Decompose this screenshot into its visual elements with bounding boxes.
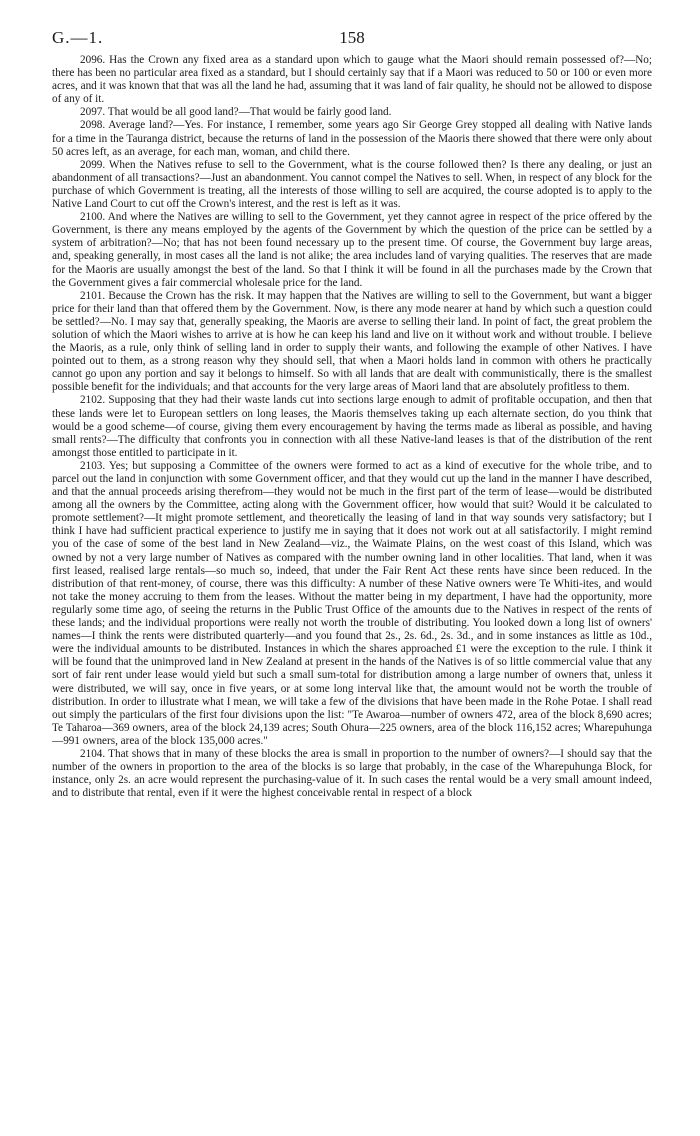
document-reference: G.—1. — [52, 28, 104, 47]
paragraph-2103: 2103. Yes; but supposing a Committee of the owners were formed to act as a kind of executive for the whole tribe, and to parcel out the land in conjunction with some Government officer, and that they would cut up the land in the manner I have described, and that the annual proceeds arising therefrom—they would not be much in the first part of the term of lease—would be distributed among all the owners by the Committee, acting along with the Government officer, how would that suit? Would it be calculated to promote settlement?—It might promote settlement, and theoretically the leasing of land in that way sounds very satisfactory; but I think I have had sufficient practical experience to justify me in saying that it does not work out at all satisfactorily. I might remind you of the case of some of the best land in New Zealand—viz., the Waimate Plains, on the west coast of this Island, which was owned by not a very large number of Natives as compared with the number owning land in other localities. That land, when it was first leased, realised large rentals—so much so, indeed, that under the Fair Rent Act these rents have since been reduced. In the distribution of that rent-money, of course, there was this difficulty: A number of these Native owners were Te Whiti-ites, and would not take the money accruing to them from the leases. Without the matter being in my department, I have had the opportunity, more regularly some time ago, of seeing the returns in the Public Trust Office of the amounts due to the Natives in respect of the rents of these lands; and the individual proportions were really not worth the trouble of distributing. You looked down a long list of owners' names—I think the rents were distributed quarterly—and you found that 2s., 2s. 6d., 2s. 3d., and in some instances as little as 10d., were the individual amounts to be distributed. Instances in which the shares approached £1 were the exception to the rule. I think it will be found that the unimproved land in New Zealand at present in the hands of the Natives is of so little commercial value that any sort of fair rent under lease would yield but such a small sum-total for distribution among a large number of owners that, unless it were distributed, we will say, once in five years, or at some long interval like that, the amount would not be worth the trouble of distribution. In order to illustrate what I mean, we will take a few of the divisions that have been made in the Rohe Potae. I shall read out simply the particulars of the first four divisions upon the list: "Te Awaroa—number of owners 472, area of the block 8,690 acres; Te Taharoa—369 owners, area of the block 24,139 acres; South Ohura—225 owners, area of the block 116,152 acres; Wharepuhunga—991 owners, area of the block 135,000 acres." — [52, 459, 652, 747]
paragraph-2100: 2100. And where the Natives are willing to sell to the Government, yet they cannot agree in respect of the price offered by the Government, is there any means employed by the agents of the Government by which the question of the price can be settled by a system of arbitration?—No; that has not been found necessary up to the present time. Of course, the Government buy large areas, and, speaking generally, in most cases all the land is not alike; the area includes land of varying qualities. The reserves that are made for the Maoris are usually amongst the best of the land. So that I think it will be found in all the purchases made by the Crown that the Government gives a fair commercial wholesale price for the land. — [52, 211, 652, 289]
page-number: 158 — [339, 28, 365, 47]
paragraph-2098: 2098. Average land?—Yes. For instance, I remember, some years ago Sir George Grey stopped all dealing with Native lands for a time in the Tauranga district, because the returns of land in the possession of the Maoris there showed that there were only about 50 acres left, as an average, for each man, woman, and child there. — [52, 119, 652, 158]
page-header — [52, 22, 652, 52]
document-body — [52, 54, 652, 800]
paragraph-2097: 2097. That would be all good land?—That would be fairly good land. — [80, 106, 392, 119]
paragraph-2099: 2099. When the Natives refuse to sell to the Government, what is the course followed then? Is there any dealing, or just an abandonment of all transactions?—Just an abandonment. You cannot compel the Natives to sell. When, in respect of any block for the purchase of which Government is treating, all the interests of those willing to sell are acquired, the course adopted is to apply to the Native Land Court to cut off the Crown's interest, and the rest is left as it was. — [52, 158, 652, 211]
paragraph-2096: 2096. Has the Crown any fixed area as a standard upon which to gauge what the Maori should remain possessed of?—No; there has been no particular area fixed as a standard, but I should certainly say that if a Maori was reduced to 50 or 100 or even more acres, and it was known that that was all the land he had, assuming that it was land of fair quality, he should not be allowed to dispose of any of it. — [52, 54, 652, 106]
paragraph-2102: 2102. Supposing that they had their waste lands cut into sections large enough to admit of profitable occupation, and then that these lands were let to European settlers on long leases, the Maoris themselves taking up each alternate section, do you think that would be a good scheme—of course, giving them every encouragement by having the terms made as liberal as possible, and having small rents?—The difficulty that confronts you in connection with all these Native-land leases is that of the distribution of the rent amongst those entitled to participate in it. — [52, 394, 652, 459]
paragraph-2104: 2104. That shows that in many of these blocks the area is small in proportion to the number of owners?—I should say that the number of the owners in proportion to the area of the blocks is so large that probably, in the case of the Wharepuhunga Block, for instance, only 2s. an acre would represent the purchasing-value of it. In such cases the rental would be a very small amount indeed, and to distribute that rental, even if it were the highest conceivable rental in respect of a block — [52, 747, 652, 800]
paragraph-2101: 2101. Because the Crown has the risk. It may happen that the Natives are willing to sell to the Government, but want a bigger price for their land than that offered them by the Government. Now, is there any mode nearer at hand by which such a question could be settled?—No. I may say that, generally speaking, the Maoris are averse to selling their land. In point of fact, the great problem the solution of which the Maori wishes to arrive at is how he can keep his land and live on it without work and without trouble. I believe the Maoris, as a rule, only think of selling land in order to supply their wants, and following the example of other Natives. I have pointed out to them, as a strong reason why they should sell, that when a Maori holds land in common with others he practically cannot go upon any portion and say it belongs to himself. So with all lands that are dealt with communistically, there is the smallest possible benefit for the individuals; and that accounts for the very large areas of Maori land that are absolutely profitless to them. — [52, 289, 652, 394]
